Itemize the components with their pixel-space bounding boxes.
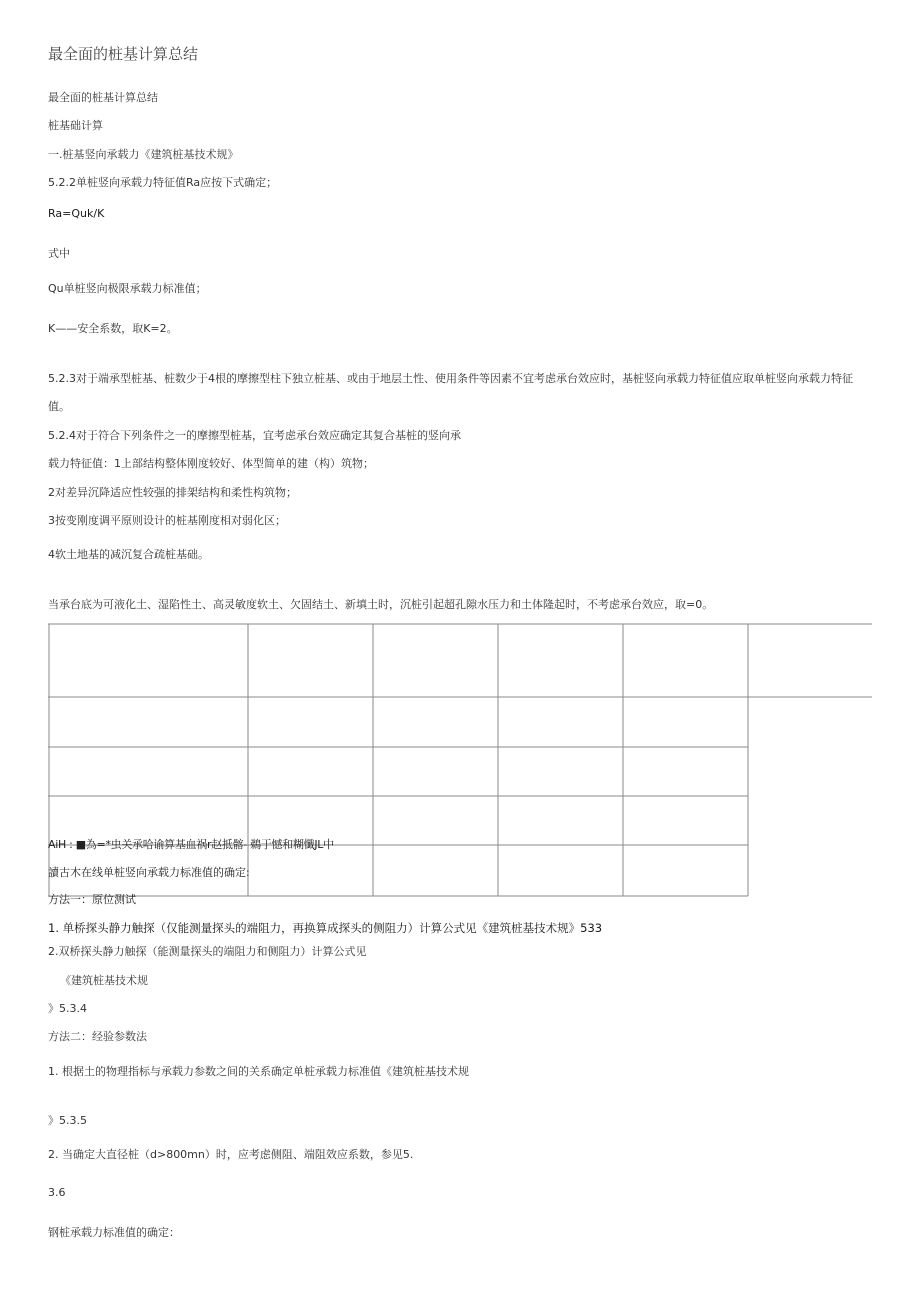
condition-3: 3按变刚度调平原则设计的桩基刚度相对弱化区； bbox=[48, 514, 286, 527]
clause-5-2-3-cont: 值。 bbox=[48, 400, 70, 413]
clause-5-2-2: 5.2.2单桩竖向承载力特征值Ra应按下式确定； bbox=[48, 176, 278, 189]
method-two-item-1: 1. 根据土的物理指标与承载力参数之间的关系确定单桩承载力标准值《建筑桩基技术规 bbox=[48, 1065, 469, 1078]
where-label: 式中 bbox=[48, 247, 70, 260]
reference-line: 《建筑桩基技术规 bbox=[60, 974, 148, 987]
garbled-ocr-line: AiH : ■為=*虫关承哈谕算基血祸r赵抵髂- 鵜于憾和糊懺JL中 bbox=[48, 838, 334, 851]
condition-2: 2对差异沉降适应性较强的排架结构和柔性构筑物； bbox=[48, 486, 297, 499]
formula: Ra=Quk/K bbox=[48, 207, 105, 220]
definition-quk: Qu单桩竖向极限承载力标准值； bbox=[48, 282, 207, 295]
exception-note: 当承台底为可液化土、湿陷性土、高灵敏度软土、欠固结土、新填土时，沉桩引起超孔隙水压力和土体隆起时，不考虑承台效应，取=0。 bbox=[48, 598, 714, 611]
clause-5-2-3: 5.2.3对于端承型桩基、桩数少于4根的摩擦型柱下独立桩基、或由于地层土性、使用条件等因素不宜考虑承台效应时，基桩竖向承载力特征值应取单桩竖向承载力特征 bbox=[48, 372, 853, 385]
reference-clause-2: 》5.3.5 bbox=[48, 1114, 87, 1127]
definition-k: K——安全系数，取K=2。 bbox=[48, 322, 178, 335]
section-label: 桩基础计算 bbox=[48, 119, 103, 132]
condition-1: 载力特征值：1上部结构整体刚度较好、体型简单的建（构）筑物； bbox=[48, 457, 374, 470]
method-one-item-2: 2.双桥探头静力触探（能测量探头的端阻力和侧阻力）计算公式见 bbox=[48, 945, 367, 958]
heading-line: 最全面的桩基计算总结 bbox=[48, 91, 158, 104]
reference-clause: 》5.3.4 bbox=[48, 1002, 87, 1015]
page-title: 最全面的桩基计算总结 bbox=[48, 45, 199, 63]
method-two-label: 方法二：经验参数法 bbox=[48, 1030, 147, 1043]
condition-4: 4软土地基的减沉复合疏桩基础。 bbox=[48, 548, 209, 561]
section-heading: 一.桩基竖向承载力《建筑桩基技术规》 bbox=[48, 148, 239, 161]
method-one-item-1: 1. 单桥探头静力触探（仅能测量探头的端阻力，再换算成探头的侧阻力）计算公式见《建筑桩基技术规》533 bbox=[48, 921, 603, 935]
method-one-label: 方法一：原位测试 bbox=[48, 893, 136, 906]
clause-5-2-4: 5.2.4对于符合下列条件之一的摩擦型桩基，宜考虑承台效应确定其复合基桩的竖向承 bbox=[48, 429, 461, 442]
steel-pile-heading: 钢桩承载力标准值的确定： bbox=[48, 1226, 180, 1239]
subheading-standard-value: 讀古木在线单桩竖向承载力标准值的确定: bbox=[48, 866, 250, 879]
clause-number: 3.6 bbox=[48, 1186, 66, 1199]
method-two-item-2: 2. 当确定大直径桩（d>800mn）时，应考虑侧阻、端阻效应系数，参见5. bbox=[48, 1148, 414, 1161]
